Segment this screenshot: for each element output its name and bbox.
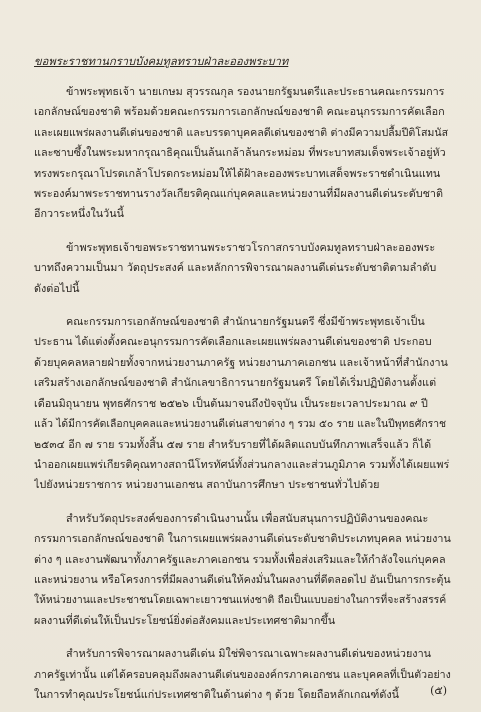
text-line: เดือนมิถุนายน พุทธศักราช ๒๕๒๖ เป็นต้นมาจนถึงปัจจุบัน เป็นระยะเวลาประมาณ ๙ ปี [34, 396, 428, 410]
paragraph [34, 238, 451, 299]
text-line: และหน่วยงาน หรือโครงการที่มีผลงานดีเด่นให้คงมั่นในผลงานที่ดีตลอดไป อันเป็นการกระตุ้น [34, 573, 451, 586]
text-line: ประธาน ได้แต่งตั้งคณะอนุกรรมการคัดเลือกและเผยแพร่ผลงานดีเด่นของชาติ ประกอบ [34, 335, 432, 349]
paragraph [34, 82, 451, 225]
text-line: พระองค์มาพระราชทานรางวัลเกียรติคุณแก่บุคคลและหน่วยงานที่มีผลงานดีเด่นระดับชาติ [34, 187, 443, 201]
text-line: ข้าพระพุทธเจ้า นายเกษม สุวรรณกุล รองนายกรัฐมนตรีและประธานคณะกรรมการ [66, 85, 445, 98]
text-line: สำหรับวัตถุประสงค์ของการดำเนินงานนั้น เพื่อสนับสนุนการปฏิบัติงานของคณะ [66, 511, 429, 525]
text-line: และเผยแพร่ผลงานดีเด่นของชาติ และบรรดาบุคคลดีเด่นของชาติ ต่างมีความปลื้มปีติโสมนัส [34, 126, 449, 139]
text-line: ดังต่อไปนี้ [34, 281, 80, 295]
paragraph [34, 509, 451, 631]
text-line: บาทถึงความเป็นมา วัตถุประสงค์ และหลักการพิจารณาผลงานดีเด่นระดับชาติตามลำดับ [34, 261, 437, 275]
text-line: ไปยังหน่วยราชการ หน่วยงานเอกชน สถาบันการศึกษา ประชาชนทั่วไปด้วย [34, 478, 380, 492]
page-number: (๕) [430, 684, 447, 697]
text-line: ภาครัฐเท่านั้น แต่ได้ครอบคลุมถึงผลงานดีเด่นขององค์กรภาคเอกชน และบุคคลที่เป็นตัวอย่าง [34, 668, 451, 681]
text-line: แล้ว ได้มีการคัดเลือกบุคคลและหน่วยงานดีเด่นสาขาต่าง ๆ รวม ๕๐ ราย และในปีพุทธศักราช [34, 418, 447, 431]
text-line: นำออกเผยแพร่เกียรติคุณทางสถานีโทรทัศน์ทั้งส่วนกลางและส่วนภูมิภาค รวมทั้งได้เผยแพร่ [34, 457, 450, 471]
document-body [34, 82, 451, 705]
text-line: คณะกรรมการเอกลักษณ์ของชาติ สำนักนายกรัฐมนตรี ซึ่งมีข้าพระพุทธเจ้าเป็น [66, 315, 425, 329]
text-line: ด้วยบุคคลหลายฝ่ายทั้งจากหน่วยงานภาครัฐ หน่วยงานภาคเอกชน และเจ้าหน้าที่สำนักงาน [34, 355, 448, 369]
text-line: ผลงานที่ดีเด่นให้เป็นประโยชน์ยิ่งต่อสังคมและประเทศชาติมากขึ้น [34, 613, 336, 627]
text-line: กรรมการเอกลักษณ์ของชาติ ในการเผยแพร่ผลงานดีเด่นระดับชาติประเภทบุคคล หน่วยงาน [34, 532, 451, 546]
text-line: อีกวาระหนึ่งในวันนี้ [34, 207, 124, 221]
text-line: เอกลักษณ์ของชาติ พร้อมด้วยคณะกรรมการเอกลักษณ์ของชาติ คณะอนุกรรมการคัดเลือก [34, 105, 445, 119]
text-line: ทรงพระกรุณาโปรดเกล้าโปรดกระหม่อมให้ได้ฝ้าละอองพระบาทเสด็จพระราชดำเนินแทน [34, 166, 441, 180]
text-line: ให้หน่วยงานและประชาชนโดยเฉพาะเยาวชนแห่งชาติ ถือเป็นแบบอย่างในการที่จะสร้างสรรค์ [34, 594, 447, 607]
paragraph [34, 312, 451, 496]
text-line: ข้าพระพุทธเจ้าขอพระราชทานพระราชวโรกาสกราบบังคมทูลทราบฝ่าละอองพระ [66, 240, 436, 254]
text-line: ต่าง ๆ และงานพัฒนาทั้งภาครัฐและภาคเอกชน รวมทั้งเพื่อส่งเสริมและให้กำลังใจแก่บุคคล [34, 552, 446, 566]
text-line: เสริมสร้างเอกลักษณ์ของชาติ สำนักเลขาธิการนายกรัฐมนตรี โดยได้เริ่มปฏิบัติงานตั้งแต่ [34, 376, 437, 390]
paragraph [34, 644, 451, 705]
text-line: ๒๕๓๔ อีก ๗ ราย รวมทั้งสิ้น ๕๗ ราย สำหรับรายที่ได้ผลิตแถบบันทึกภาพเสร็จแล้ว ก็ได้ [34, 437, 432, 451]
text-line: สำหรับการพิจารณาผลงานดีเด่น มิใช่พิจารณาเฉพาะผลงานดีเด่นของหน่วยงาน [66, 647, 432, 661]
text-line: และซาบซึ้งในพระมหากรุณาธิคุณเป็นล้นเกล้าล้นกระหม่อม ที่พระบาทสมเด็จพระเจ้าอยู่หัว [34, 146, 446, 160]
page-heading: ขอพระราชทานกราบบังคมทูลทราบฝ่าละอองพระบาท [34, 55, 289, 68]
text-line: ในการทำคุณประโยชน์แก่ประเทศชาติในด้านต่าง ๆ ด้วย โดยถือหลักเกณฑ์ดังนี้ [34, 687, 400, 701]
